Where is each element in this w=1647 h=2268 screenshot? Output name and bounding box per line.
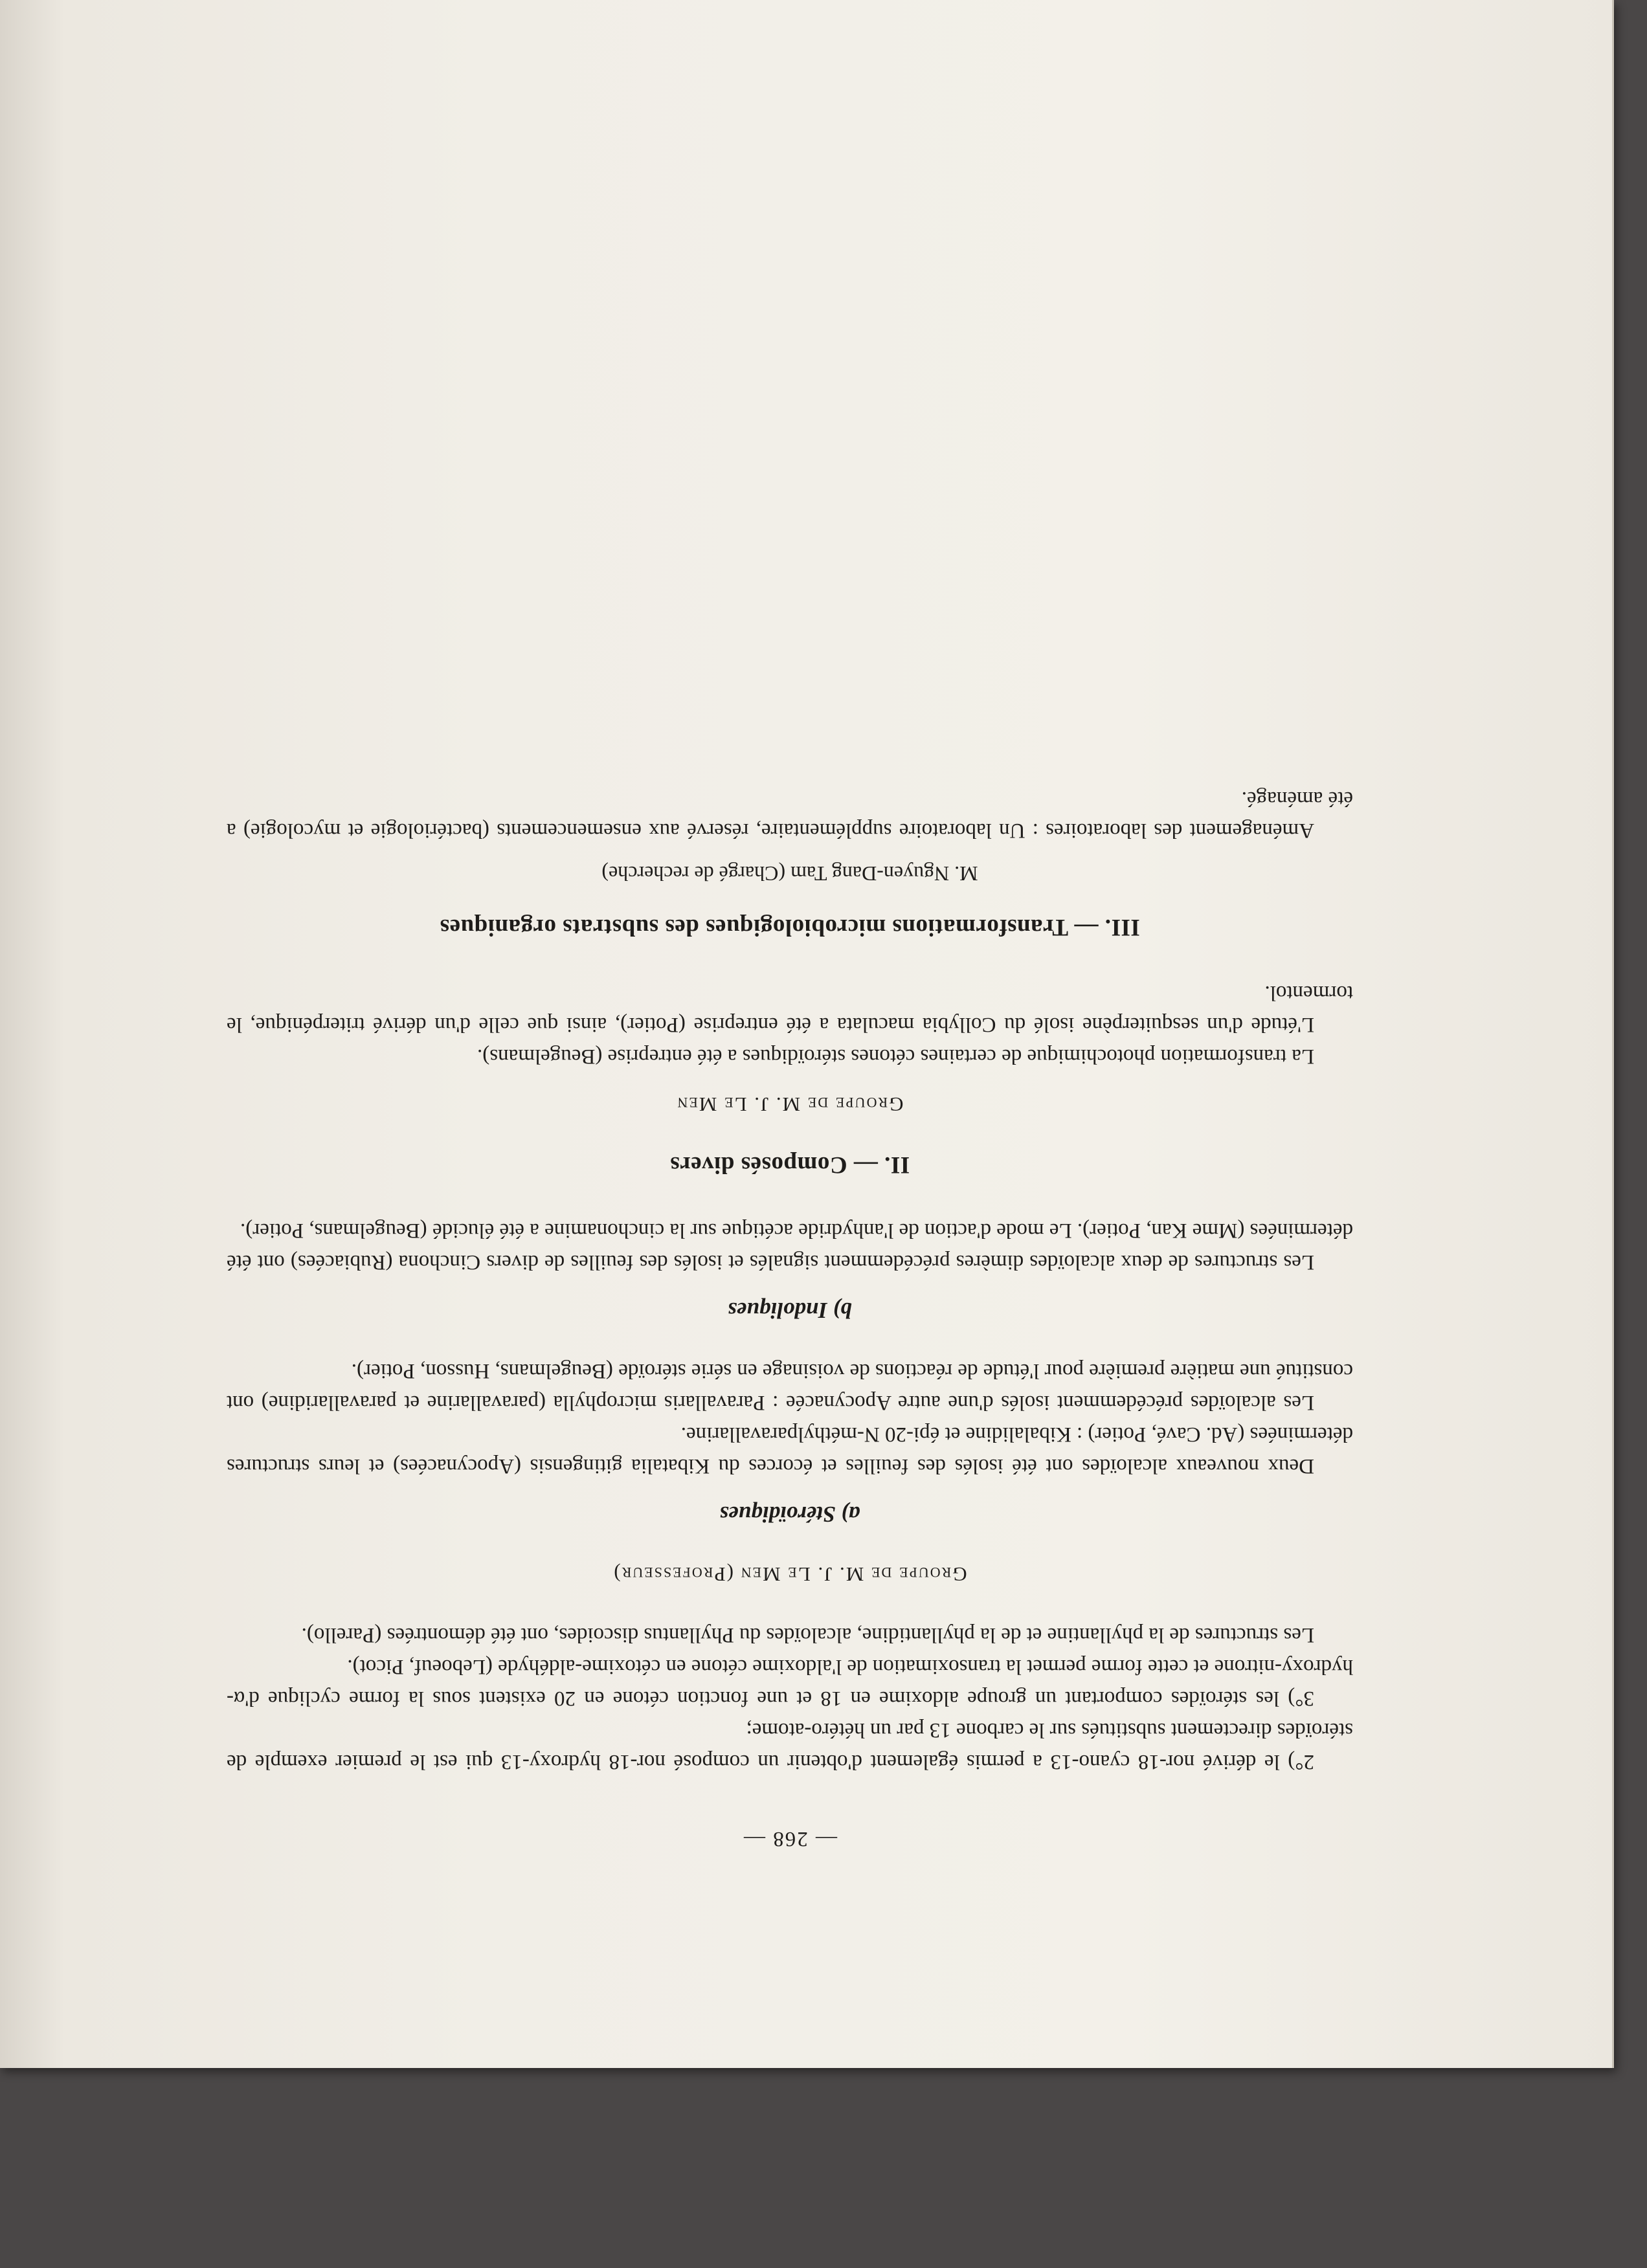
divers-paragraph-1: La transformation photochimique de certaines cétones stéroïdiques a été entreprise (Beugelmans). <box>477 1045 1314 1068</box>
section-ii-heading: II. — Composés divers <box>669 1151 910 1178</box>
indole-paragraph-1: Les structures de deux alcaloïdes dimères précédemment signalés et isolés des feuilles de divers Cinchona (Rubiacées) ont été déterminées (Mme Kan, Potier). Le mode d'action de l'anhydride acétique sur la cinchonamine a été élucidé (Beugelmans, Potier). <box>227 1219 1353 1274</box>
section-iii-heading: III. — Transformations microbiologiques des substrats organiques <box>440 914 1140 940</box>
person-nguyen-dang-tam: M. Nguyen-Dang Tam (Chargé de recherche) <box>601 862 978 885</box>
section-a-heading: a) Stéroïdiques <box>719 1502 860 1527</box>
laboratory-paragraph: Aménagement des laboratoires : Un laboratoire supplémentaire, réservé aux ensemencements (bactériologie et mycologie) a été aménagé. <box>227 787 1353 842</box>
continuation-paragraph-3: 3°) les stéroïdes comportant un groupe aldoxime en 18 et une fonction cétone en 20 existent sous la forme cyclique d'α-hydroxy-nitrone et cette forme permet la transoximation de l'aldoxime cétone en cétoxime-aldéhyde (Leboeuf, Picot). <box>227 1655 1353 1710</box>
steroid-paragraph-1: Deux nouveaux alcaloïdes ont été isolés des feuilles et écorces du Kibatalia gitingensis (Apocynacées) et leurs structures déterminées (Ad. Cavé, Potier) : Kibalalidine et épi-20 N-méthylparavallarine. <box>227 1423 1353 1478</box>
group-heading-le-men: Groupe de M. J. Le Men <box>676 1093 904 1116</box>
group-heading-le-men-professeur: Groupe de M. J. Le Men (Professeur) <box>612 1563 967 1586</box>
section-b-heading: b) Indoliques <box>728 1298 852 1323</box>
continuation-paragraph-2: 2°) le dérivé nor-18 cyano-13 a permis également d'obtenir un composé nor-18 hydroxy-13 qui est le premier exemple de stéroïdes directement substitués sur le carbone 13 par un hétéro-atome; <box>227 1718 1353 1773</box>
page-text-block <box>227 783 1353 1854</box>
steroid-paragraph-2: Les alcaloïdes précédemment isolés d'une autre Apocynacée : Paravallaris microphylla (paravallarine et paravallaridine) ont constitué une matière première pour l'étude de réactions de voisinage en série stéroïde (Beugelmans, Husson, Potier). <box>227 1359 1353 1414</box>
phyllantine-paragraph: Les structures de la phyllantine et de la phyllantidine, alcaloïdes du Phyllantus discoides, ont été démontrées (Parello). <box>301 1623 1314 1647</box>
divers-paragraph-2: L'étude d'un sesquiterpène isolé du Collybia maculata a été entreprise (Potier), ainsi que celle d'un dérivé triterpénique, le tormentol. <box>227 981 1353 1036</box>
page-number: — 268 — <box>743 1827 837 1851</box>
